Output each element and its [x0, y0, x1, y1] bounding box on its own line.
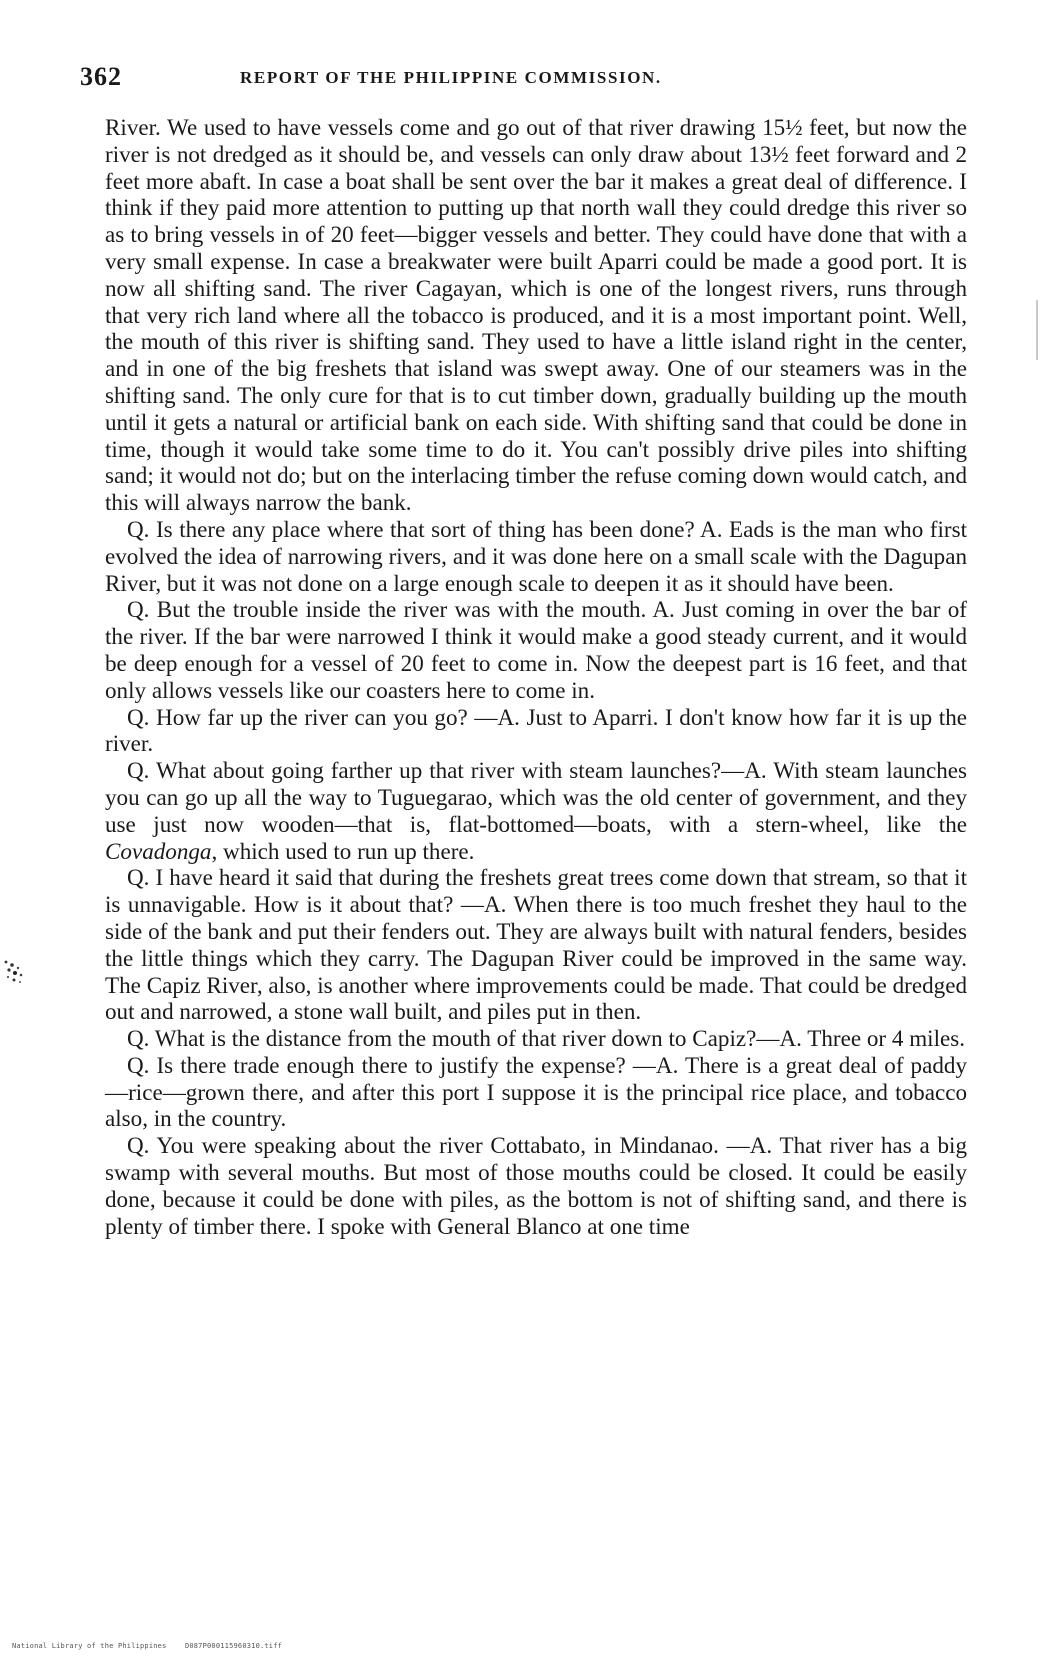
paragraph-question: Q. Is there any place where that sort of thing has been done? A. Eads is the man who first evolved the idea of narrowing rivers, and it was done here on a small scale with the Dagupan River, but it was not done on a large enough scale to deepen it as it should have been.: [105, 515, 967, 596]
scan-edge-mark: [1036, 300, 1038, 360]
paragraph-question: [105, 757, 967, 864]
scan-footer: [12, 1642, 296, 1650]
paragraph-question: Q. You were speaking about the river Cottabato, in Mindanao. —A. That river has a big swamp with several mouths. But most of those mouths could be closed. It could be easily done, because it could be done with piles, as the bottom is not of shifting sand, and there is plenty of timber there. I spoke with General Blanco at one time: [105, 1132, 967, 1239]
paragraph-continuation: River. We used to have vessels come and go out of that river drawing 15½ feet, but now the river is not dredged as it should be, and vessels can only draw about 13½ feet forward and 2 feet more abaft. In case a boat shall be sent over the bar it makes a great deal of difference. I think if they paid more attention to putting up that north wall they could dredge this river so as to bring vessels in of 20 feet—bigger vessels and better. They could have done that with a very small expense. In case a breakwater were built Aparri could be made a good port. It is now all shifting sand. The river Cagayan, which is one of the longest rivers, runs through that very rich land where all the tobacco is produced, and it is a most important point. Well, the mouth of this river is shifting sand. They used to have a little island right in the center, and in one of the big freshets that island was swept away. One of our steamers was in the shifting sand. The only cure for that is to cut timber down, gradually building up the mouth until it gets a natural or artificial bank on each side. With shifting sand that could be done in time, though it would take some time to do it. You can't possibly drive piles into shifting sand; it would not do; but on the interlacing timber the refuse coming down would catch, and this will always narrow the bank.: [105, 114, 967, 516]
paragraph-question: Q. Is there trade enough there to justify the expense? —A. There is a great deal of paddy—rice—grown there, and after this port I suppose it is the principal rice place, and tobacco also, in the country.: [105, 1051, 967, 1132]
paragraph-question: Q. But the trouble inside the river was with the mouth. A. Just coming in over the bar of the river. If the bar were narrowed I think it would make a good steady current, and it would be deep enough for a vessel of 20 feet to come in. Now the deepest part is 16 feet, and that only allows vessels like our coasters here to come in.: [105, 596, 967, 703]
paragraph-question: Q. I have heard it said that during the freshets great trees come down that stream, so that it is unnavigable. How is it about that? —A. When there is too much freshet they haul to the side of the bank and put their fenders out. They are always built with natural fenders, besides the little things which they carry. The Dagupan River could be improved in the same way. The Capiz River, also, is another where improvements could be made. That could be dredged out and narrowed, a stone wall built, and piles put in then.: [105, 864, 967, 1025]
report-body: [105, 114, 967, 1239]
page-header: [80, 62, 970, 96]
paragraph-question: Q. How far up the river can you go? —A. Just to Aparri. I don't know how far it is up the river.: [105, 703, 967, 757]
paragraph-question: Q. What is the distance from the mouth of that river down to Capiz?—A. Three or 4 miles.: [127, 1025, 966, 1052]
running-head: REPORT OF THE PHILIPPINE COMMISSION.: [240, 68, 662, 87]
paragraph-text: Q. What about going farther up that river with steam launches?—A. With steam launches you can go up all the way to Tuguegarao, which was the old center of government, and they use just now wooden—that is, flat-bottomed—boats, with a stern-wheel, like the: [105, 757, 967, 837]
scan-filename: D087P000115960310.tiff: [184, 1642, 283, 1650]
paragraph-text: , which used to run up there.: [211, 837, 475, 864]
vessel-name: Covadonga: [105, 837, 212, 864]
margin-ink-smudge: [0, 956, 28, 986]
page-number: 362: [80, 62, 122, 91]
library-credit: National Library of the Philippines: [12, 1642, 167, 1650]
